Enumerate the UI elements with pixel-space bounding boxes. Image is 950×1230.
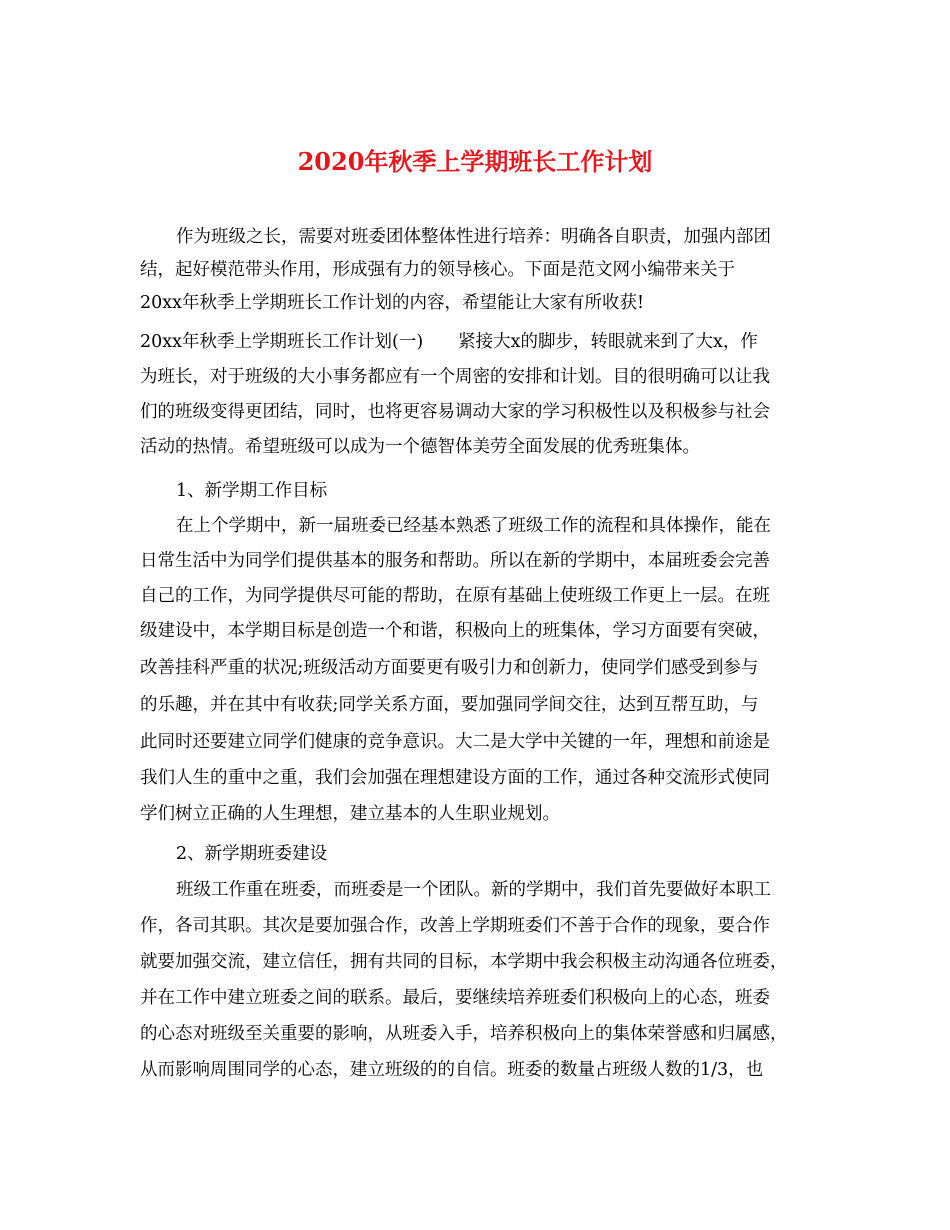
paragraph-line: 作，各司其职。其次是要加强合作，改善上学期班委们不善于合作的现象，要合作 bbox=[140, 916, 770, 936]
paragraph-line: 20xx年秋季上学期班长工作计划的内容，希望能让大家有所收获! bbox=[140, 293, 645, 313]
paragraph-line: 自己的工作，为同学提供尽可能的帮助，在原有基础上使班级工作更上一层。在班 bbox=[140, 586, 770, 606]
paragraph-line: 20xx年秋季上学期班长工作计划(一) 紧接大x的脚步，转眼就来到了大x，作 bbox=[140, 332, 758, 352]
paragraph-line: 们的班级变得更团结，同时，也将更容易调动大家的学习积极性以及积极参与社会 bbox=[140, 402, 770, 422]
paragraph-line: 并在工作中建立班委之间的联系。最后，要继续培养班委们积极向上的心态，班委 bbox=[140, 988, 770, 1008]
paragraph-line: 在上个学期中，新一届班委已经基本熟悉了班级工作的流程和具体操作，能在 bbox=[176, 516, 771, 536]
paragraph-line: 活动的热情。希望班级可以成为一个德智体美劳全面发展的优秀班集体。 bbox=[140, 437, 700, 457]
paragraph-line: 改善挂科严重的状况;班级活动方面要更有吸引力和创新力，使同学们感受到参与 bbox=[140, 658, 759, 678]
paragraph-line: 日常生活中为同学们提供基本的服务和帮助。所以在新的学期中，本届班委会完善 bbox=[140, 551, 770, 571]
paragraph-line: 班级工作重在班委，而班委是一个团队。新的学期中，我们首先要做好本职工 bbox=[176, 880, 771, 900]
paragraph-line: 为班长，对于班级的大小事务都应有一个周密的安排和计划。目的很明确可以让我 bbox=[140, 367, 770, 387]
document-title: 2020年秋季上学期班长工作计划 bbox=[297, 147, 653, 176]
paragraph-line: 学们树立正确的人生理想，建立基本的人生职业规划。 bbox=[140, 804, 560, 824]
section-heading: 1、新学期工作目标 bbox=[176, 481, 328, 501]
section-heading: 2、新学期班委建设 bbox=[176, 844, 328, 864]
paragraph-line: 结，起好模范带头作用，形成强有力的领导核心。下面是范文网小编带来关于 bbox=[140, 260, 735, 280]
paragraph-line: 的乐趣，并在其中有收获;同学关系方面，要加强同学间交往，达到互帮互助，与 bbox=[140, 695, 759, 715]
paragraph-line: 从而影响周围同学的心态，建立班级的的自信。班委的数量占班级人数的1/3，也 bbox=[140, 1060, 764, 1080]
paragraph-line: 作为班级之长，需要对班委团体整体性进行培养：明确各自职责，加强内部团 bbox=[176, 227, 771, 247]
paragraph-line: 此同时还要建立同学们健康的竞争意识。大二是大学中关键的一年，理想和前途是 bbox=[140, 732, 770, 752]
paragraph-line: 就要加强交流，建立信任，拥有共同的目标，本学期中我会积极主动沟通各位班委， bbox=[140, 952, 788, 972]
paragraph-line: 我们人生的重中之重，我们会加强在理想建设方面的工作，通过各种交流形式使同 bbox=[140, 768, 770, 788]
paragraph-line: 的心态对班级至关重要的影响，从班委入手，培养积极向上的集体荣誉感和归属感， bbox=[140, 1024, 788, 1044]
paragraph-line: 级建设中，本学期目标是创造一个和谐，积极向上的班集体，学习方面要有突破， bbox=[140, 621, 770, 641]
